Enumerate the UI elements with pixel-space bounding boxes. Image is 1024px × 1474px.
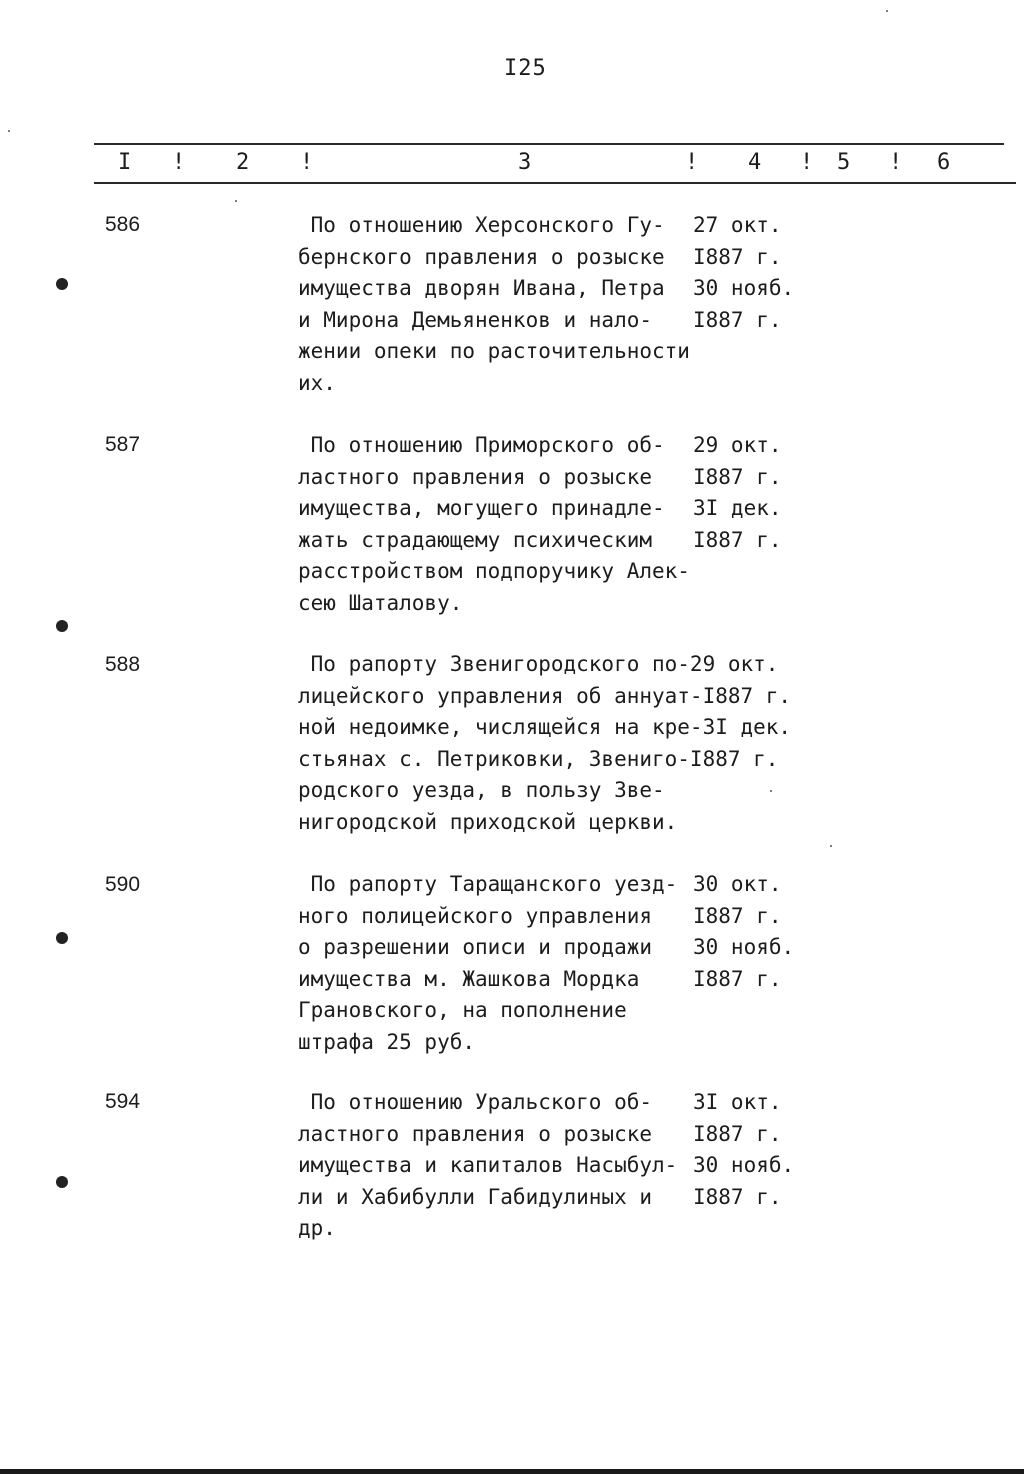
- description-line: имущества дворян Ивана, Петра: [298, 276, 665, 300]
- description-line: По рапорту Таращанского уезд-: [298, 872, 678, 896]
- description-line: стьянах с. Петриковки, Звениго-I887 г.: [298, 746, 779, 771]
- description-line: ного полицейского управления: [298, 903, 653, 928]
- punch-hole-mark: [56, 1176, 68, 1188]
- description-line: жать страдающему психическим: [298, 527, 653, 552]
- date-line: I887 г.: [693, 527, 782, 552]
- table-header-bottom-rule: [94, 182, 1016, 184]
- description-line: бернского правления о розыске: [298, 244, 665, 269]
- entry-description: [298, 649, 818, 838]
- description-line: лицейского управления об аннуат-I887 г.: [298, 683, 792, 708]
- header-col-3: 3: [518, 150, 532, 175]
- scan-speck: [235, 200, 237, 202]
- header-separator-2: !: [300, 150, 314, 175]
- entry-dates: [693, 210, 794, 336]
- entry-number: 587: [105, 433, 141, 456]
- description-line: сею Шаталову.: [298, 590, 463, 615]
- description-line: По рапорту Звенигородского по-29 окт.: [298, 652, 779, 676]
- description-line: По отношению Уральского об-: [298, 1090, 653, 1114]
- description-line: расстройством подпоручику Алек-: [298, 559, 690, 583]
- scan-speck: [8, 130, 10, 132]
- description-line: ластного правления о розыске: [298, 464, 653, 489]
- entry-dates: [693, 430, 782, 556]
- header-separator-5: !: [889, 150, 903, 175]
- page-number: I25: [504, 56, 547, 81]
- date-line: 30 нояб.: [693, 276, 795, 300]
- scan-speck: [886, 10, 888, 12]
- description-line: др.: [298, 1216, 336, 1240]
- scan-speck: [770, 790, 772, 792]
- date-line: I887 г.: [693, 307, 782, 332]
- date-line: I887 г.: [693, 903, 782, 928]
- header-separator-4: !: [800, 150, 814, 175]
- header-col-2: 2: [236, 150, 250, 175]
- description-line: нигородской приходской церкви.: [298, 809, 678, 834]
- date-line: I887 г.: [693, 464, 782, 489]
- entry-number: 594: [105, 1090, 141, 1113]
- description-line: и Мирона Демьяненков и нало-: [298, 307, 653, 332]
- entry-dates: [693, 1087, 794, 1213]
- punch-hole-mark: [56, 278, 68, 290]
- header-col-6: 6: [937, 150, 951, 175]
- date-line: I887 г.: [693, 1121, 782, 1146]
- description-line: их.: [298, 370, 336, 395]
- date-line: 30 нояб.: [693, 935, 795, 959]
- entry-description: [298, 430, 708, 619]
- date-line: 30 окт.: [693, 872, 782, 896]
- description-line: По отношению Херсонского Гу-: [298, 213, 665, 237]
- header-col-4: 4: [748, 150, 762, 175]
- description-line: о разрешении описи и продажи: [298, 935, 653, 959]
- header-col-1: I: [118, 150, 132, 175]
- punch-hole-mark: [56, 932, 68, 944]
- entry-number: 586: [105, 213, 141, 236]
- description-line: жении опеки по расточительности: [298, 339, 690, 363]
- header-separator-3: !: [685, 150, 699, 175]
- description-line: По отношению Приморского об-: [298, 433, 665, 457]
- table-top-rule: [94, 143, 1004, 145]
- description-line: Грановского, на пополнение: [298, 998, 627, 1022]
- description-line: имущества, могущего принадле-: [298, 496, 665, 520]
- date-line: I887 г.: [693, 244, 782, 269]
- scan-speck: [830, 845, 832, 847]
- scan-bottom-edge: [0, 1469, 1024, 1474]
- header-col-5: 5: [837, 150, 851, 175]
- date-line: 3I окт.: [693, 1090, 782, 1114]
- description-line: родского уезда, в пользу Зве-: [298, 778, 665, 802]
- entry-description: [298, 210, 708, 399]
- date-line: I887 г.: [693, 966, 782, 991]
- entry-dates: [693, 869, 794, 995]
- description-line: штрафа 25 руб.: [298, 1029, 476, 1054]
- date-line: I887 г.: [693, 1184, 782, 1209]
- description-line: имущества и капиталов Насыбул-: [298, 1153, 678, 1177]
- entry-number: 590: [105, 873, 141, 896]
- description-line: ластного правления о розыске: [298, 1121, 653, 1146]
- description-line: ной недоимке, числящейся на кре-3I дек.: [298, 715, 792, 739]
- date-line: 27 окт.: [693, 213, 782, 237]
- date-line: 3I дек.: [693, 496, 782, 520]
- entry-description: [298, 869, 708, 1058]
- description-line: ли и Хабибулли Габидулиных и: [298, 1184, 653, 1209]
- punch-hole-mark: [56, 620, 68, 632]
- header-separator-1: !: [172, 150, 186, 175]
- date-line: 30 нояб.: [693, 1153, 795, 1177]
- description-line: имущества м. Жашкова Мордка: [298, 966, 640, 991]
- date-line: 29 окт.: [693, 433, 782, 457]
- entry-description: [298, 1087, 708, 1245]
- entry-number: 588: [105, 653, 141, 676]
